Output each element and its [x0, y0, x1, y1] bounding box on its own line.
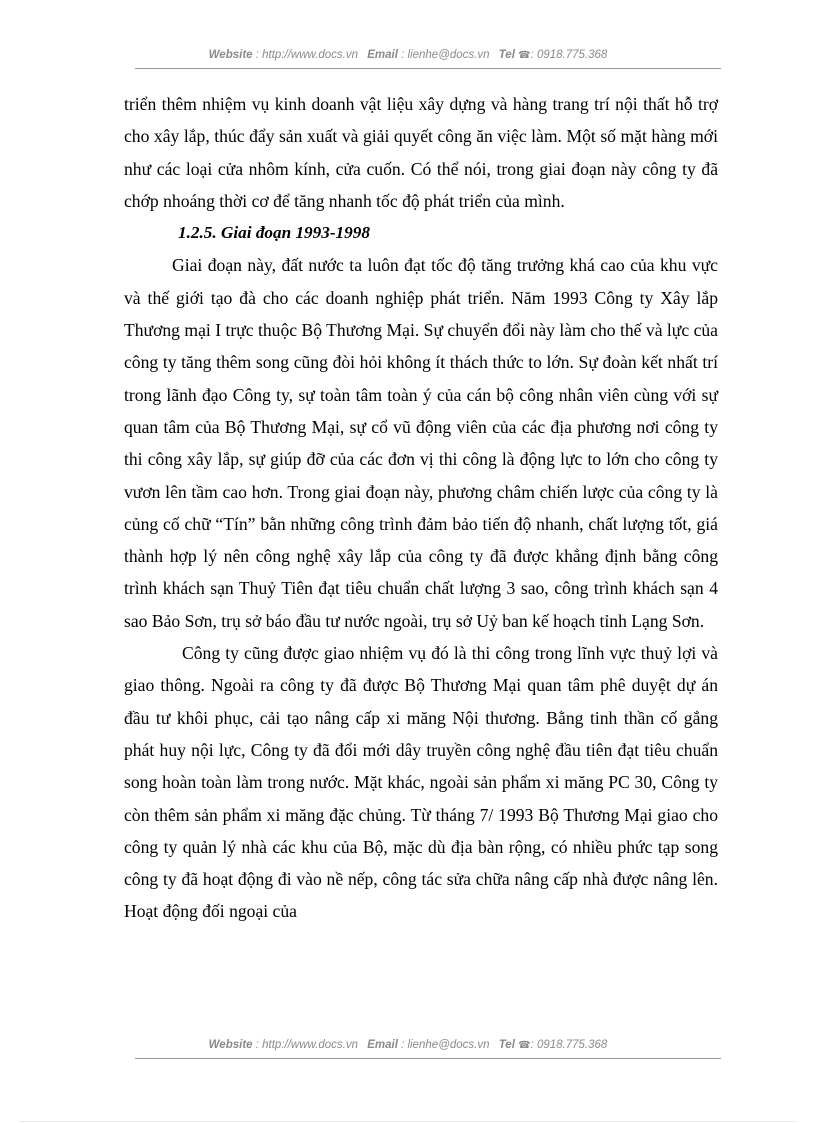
- footer-tel-label: Tel: [498, 1039, 515, 1051]
- phone-icon: ☎: [518, 50, 531, 61]
- footer-email-label: Email: [367, 1039, 398, 1051]
- header-tel-label: Tel: [498, 49, 515, 61]
- page-header: [0, 49, 816, 61]
- paragraph-2: Giai đoạn này, đất nước ta luôn đạt tốc độ tăng trưởng khá cao của khu vực và thế giới tạo đà cho các doanh nghiệp phát triển. Năm 1993 Công ty Xây lắp Thương mại I trực thuộc Bộ Thương Mại. Sự chuyển đổi này làm cho thế và lực của công ty tăng thêm song cũng đòi hỏi không ít thách thức to lớn. Sự đoàn kết nhất trí trong lãnh đạo Công ty, sự toàn tâm toàn ý của cán bộ công nhân viên cùng với sự quan tâm của Bộ Thương Mại, sự cổ vũ động viên của các địa phương nơi công ty thi công xây lắp, sự giúp đỡ của các đơn vị thi công là động lực to lớn cho công ty vươn lên tầm cao hơn. Trong giai đoạn này, phương châm chiến lược của công ty là củng cố chữ “Tín” bằn những công trình đảm bảo tiến độ nhanh, chất lượng tốt, giá thành hợp lý nên công nghệ xây lắp của công ty đã được khẳng định bằng công trình khách sạn Thuỷ Tiên đạt tiêu chuẩn chất lượng 3 sao, công trình khách sạn 4 sao Bảo Sơn, trụ sở báo đầu tư nước ngoài, trụ sở Uỷ ban kế hoạch tỉnh Lạng Sơn.: [124, 255, 718, 631]
- paragraph-1: triển thêm nhiệm vụ kinh doanh vật liệu xây dựng và hàng trang trí nội thất hỗ trợ cho xây lắp, thúc đẩy sản xuất và giải quyết công ăn việc làm. Một số mặt hàng mới như các loại cửa nhôm kính, cửa cuốn. Có thể nói, trong giai đoạn này công ty đã chớp nhoáng thời cơ để tăng nhanh tốc độ phát triển của mình.: [124, 94, 718, 211]
- page-bottom-border: [20, 1121, 796, 1122]
- footer-divider: [135, 1058, 721, 1059]
- paragraph-3: Công ty cũng được giao nhiệm vụ đó là thi công trong lĩnh vực thuỷ lợi và giao thông. Ngoài ra công ty đã được Bộ Thương Mại quan tâm phê duyệt dự án đầu tư khôi phục, cải tạo nâng cấp xi măng Nội thương. Bằng tinh thần cố gắng phát huy nội lực, Công ty đã đổi mới dây truyền công nghệ đầu tiên đạt tiêu chuẩn song hoàn toàn làm trong nước. Mặt khác, ngoài sản phẩm xi măng PC 30, Công ty còn thêm sản phẩm xi măng đặc chủng. Từ tháng 7/ 1993 Bộ Thương Mại giao cho công ty quản lý nhà các khu của Bộ, mặc dù địa bàn rộng, có nhiều phức tạp song công ty đã hoạt động đi vào nề nếp, công tác sửa chữa nâng cấp nhà được nâng lên. Hoạt động đối ngoại của: [124, 643, 718, 922]
- page-footer: [0, 1039, 816, 1051]
- footer-website-label: Website: [208, 1039, 253, 1051]
- header-website-url[interactable]: : http://www.docs.vn: [255, 49, 359, 61]
- footer-tel-number: : 0918.775.368: [530, 1039, 608, 1051]
- section-heading: 1.2.5. Giai đoạn 1993-1998: [178, 223, 370, 243]
- document-body: [124, 88, 718, 928]
- header-divider: [135, 68, 721, 69]
- header-email-label: Email: [367, 49, 398, 61]
- header-website-label: Website: [208, 49, 253, 61]
- footer-email-address[interactable]: : lienhe@docs.vn: [401, 1039, 490, 1051]
- footer-website-url[interactable]: : http://www.docs.vn: [255, 1039, 359, 1051]
- header-tel-number: : 0918.775.368: [530, 49, 608, 61]
- header-email-address[interactable]: : lienhe@docs.vn: [401, 49, 490, 61]
- phone-icon: ☎: [518, 1040, 531, 1051]
